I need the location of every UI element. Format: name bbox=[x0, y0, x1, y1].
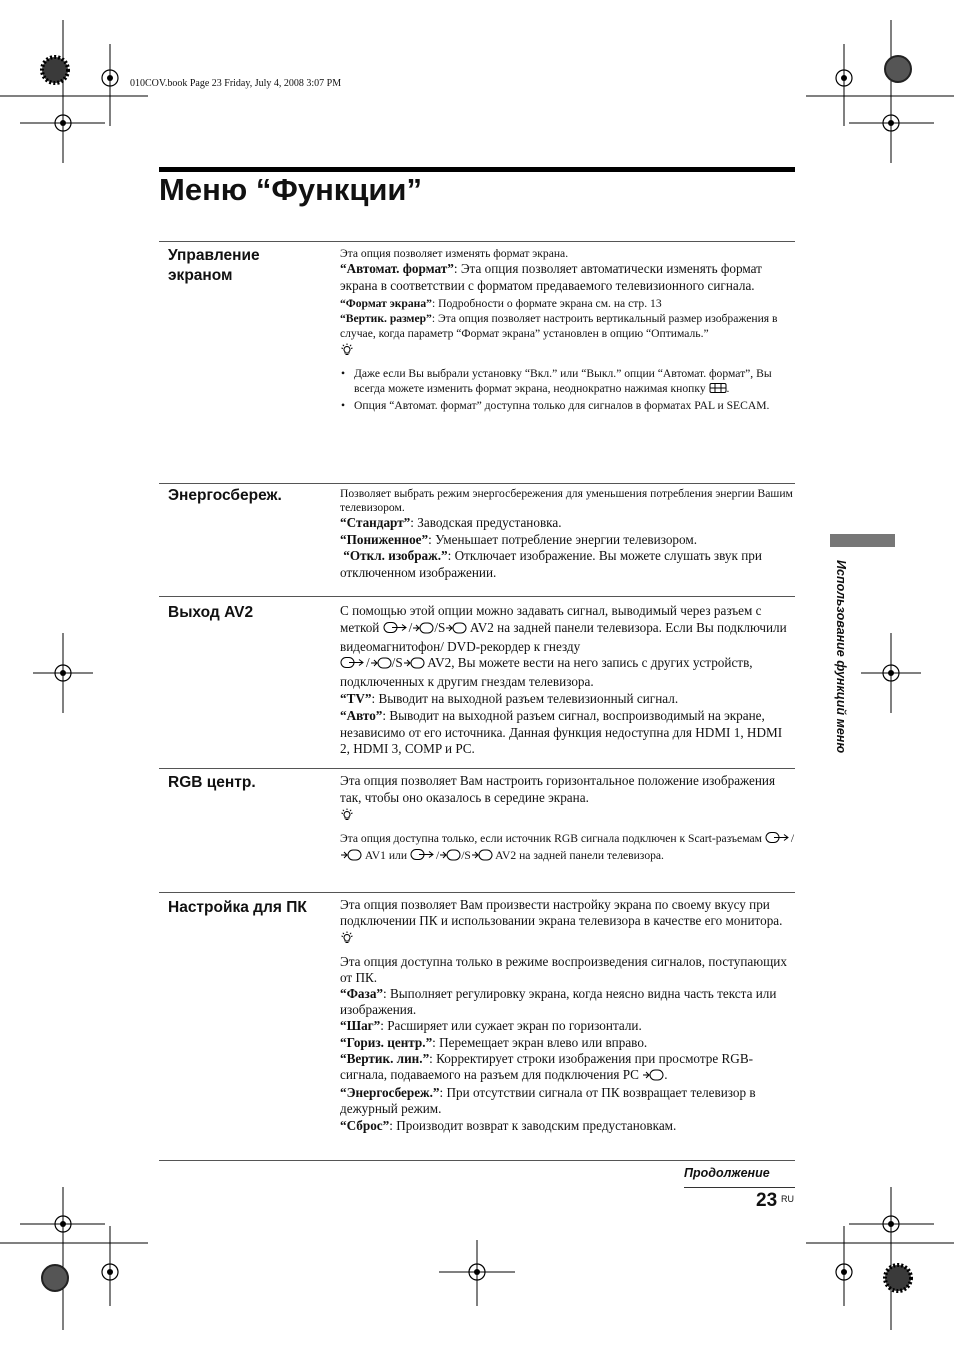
rgb-sep-2: / bbox=[435, 849, 440, 862]
term-energy-pc: “Энергосбереж.” bbox=[340, 1085, 440, 1101]
text-screen-format: : Подробности о формате экрана см. на стр. 13 bbox=[431, 297, 662, 310]
label-pc-settings: Настройка для ПК bbox=[168, 899, 307, 916]
video-out-icon bbox=[412, 622, 434, 639]
av2-sep-2: /S bbox=[434, 619, 446, 635]
desc-screen-control bbox=[340, 246, 795, 413]
s-video-out-icon bbox=[445, 622, 467, 639]
row-divider bbox=[159, 1160, 795, 1161]
label-energy-saving: Энергосбереж. bbox=[168, 487, 282, 504]
av2-p1c: AV2, Вы можете вести на него запись с других устройств, подключенных к другим гнездам телевизора. bbox=[340, 655, 753, 690]
list-item: • Опция “Автомат. формат” доступна только для сигналов в форматах PAL и SECAM. bbox=[354, 398, 795, 413]
continued-label: Продолжение bbox=[684, 1166, 770, 1180]
desc-rgb-center bbox=[340, 773, 795, 866]
bullet-auto-format-end: . bbox=[726, 381, 730, 395]
tip-icon bbox=[340, 808, 795, 827]
text-vertical-size: : Эта опция позволяет настроить вертикальный размер изображения в случае, когда параметр “Формат экрана” установлен в опцию “Оптималь.” bbox=[340, 312, 778, 340]
label-screen-control: Управление экраном bbox=[168, 247, 260, 284]
text-phase: : Выполняет регулировку экрана, когда неясно видна часть текста или изображения. bbox=[340, 986, 777, 1018]
av2-p1b: AV2 на задней панели телевизора. Если Вы подключили видеомагнитофон/ DVD-рекордер к гнезду bbox=[340, 619, 787, 654]
text-v-line: : Корректирует строки изображения при просмотре RGB-сигнала, подаваемого на разъем для подключения PC bbox=[340, 1050, 754, 1083]
page-language: RU bbox=[781, 1194, 794, 1204]
tip-icon bbox=[340, 931, 795, 949]
term-pitch: “Шаг” bbox=[340, 1018, 381, 1034]
scart-io-icon bbox=[340, 656, 366, 674]
book-info-header: 010COV.book Page 23 Friday, July 4, 2008 3:07 PM bbox=[130, 78, 342, 89]
scart-io-icon bbox=[410, 848, 436, 866]
rgb-note-c: AV2 на задней панели телевизора. bbox=[495, 849, 664, 862]
term-standard: “Стандарт” bbox=[340, 515, 411, 530]
text-v-line-end: . bbox=[664, 1067, 668, 1083]
rgb-sep-3: /S bbox=[461, 849, 471, 862]
tip-icon bbox=[340, 343, 795, 362]
s-video-out-icon bbox=[471, 849, 493, 866]
s-video-out-icon bbox=[403, 657, 425, 674]
video-out-icon bbox=[439, 849, 461, 866]
desc-av2-output bbox=[340, 603, 795, 758]
row-divider bbox=[159, 241, 795, 242]
term-reset: “Сброс” bbox=[340, 1117, 390, 1133]
page-number: 23 bbox=[756, 1190, 778, 1211]
rgb-sep-1: / bbox=[790, 831, 795, 845]
label-rgb-center: RGB центр. bbox=[168, 774, 256, 791]
text-auto-format: : Эта опция позволяет автоматически изменять формат экрана в соответствии с форматом предаваемого телевизионного сигнала. bbox=[340, 261, 762, 293]
term-auto: “Авто” bbox=[340, 707, 383, 723]
screen-p1: Эта опция позволяет изменять формат экрана. bbox=[340, 247, 569, 260]
term-picture-off: “Откл. изображ.” bbox=[343, 548, 448, 563]
energy-p1: Позволяет выбрать режим энергосбережения для уменьшения потребления энергии Вашим телевизором. bbox=[340, 487, 793, 514]
term-screen-format: “Формат экрана” bbox=[340, 297, 432, 310]
pc-p1: Эта опция позволяет Вам произвести настройку экрана по своему вкусу при подключении ПК и использовании экрана телевизора в качестве его монитора. bbox=[340, 897, 783, 929]
text-h-center: : Перемещает экран влево или вправо. bbox=[432, 1034, 648, 1050]
wide-mode-icon bbox=[709, 382, 727, 398]
term-tv: “TV” bbox=[340, 690, 372, 706]
text-standard: : Заводская предустановка. bbox=[410, 515, 562, 530]
text-picture-off: : Отключает изображение. Вы можете слушать звук при отключенном изображении. bbox=[340, 548, 762, 580]
term-h-center: “Гориз. центр.” bbox=[340, 1034, 433, 1050]
label-av2-output: Выход AV2 bbox=[168, 604, 254, 621]
desc-pc-settings bbox=[340, 897, 795, 1134]
list-item bbox=[354, 366, 795, 398]
term-reduced: “Пониженное” bbox=[340, 531, 429, 547]
text-auto: : Выводит на выходной разъем сигнал, воспроизводимый на экране, независимо от его источника. Данная функция недоступна для HDMI 1, HDMI 2, HDMI 3, COMP и PC. bbox=[340, 707, 783, 757]
rgb-note-b: AV1 или bbox=[364, 849, 408, 862]
rgb-p1: Эта опция позволяет Вам настроить горизонтальное положение изображения так, чтобы оно оказалось в середине экрана. bbox=[340, 773, 776, 805]
av2-p1a: С помощью этой опции можно задавать сигнал, выводимый через разъем с меткой bbox=[340, 603, 762, 635]
side-section-title bbox=[822, 560, 858, 790]
text-energy-pc: : При отсутствии сигнала от ПК возвращает телевизор в дежурный режим. bbox=[340, 1085, 756, 1117]
video-out-icon bbox=[370, 657, 392, 674]
bullet-auto-format: Даже если Вы выбрали установку “Вкл.” или “Выкл.” опции “Автомат. формат”, Вы всегда можете изменить формат экрана, неоднократно нажимая кнопку bbox=[354, 366, 772, 395]
row-divider bbox=[159, 596, 795, 597]
term-v-line: “Вертик. лин.” bbox=[340, 1050, 430, 1066]
term-auto-format: “Автомат. формат” bbox=[340, 261, 454, 276]
text-pitch: : Расширяет или сужает экран по горизонтали. bbox=[380, 1018, 642, 1034]
av2-sep-4: /S bbox=[391, 655, 403, 671]
text-reset: : Производит возврат к заводским предустановкам. bbox=[389, 1117, 677, 1133]
scart-io-icon bbox=[765, 831, 791, 849]
pc-input-icon bbox=[642, 1069, 664, 1085]
footer-rule bbox=[684, 1187, 795, 1188]
row-divider bbox=[159, 892, 795, 893]
row-divider bbox=[159, 768, 795, 769]
term-phase: “Фаза” bbox=[340, 986, 384, 1002]
video-out-icon bbox=[340, 849, 362, 866]
text-tv: : Выводит на выходной разъем телевизионный сигнал. bbox=[371, 690, 679, 706]
section-tab-marker bbox=[830, 534, 895, 547]
row-divider bbox=[159, 483, 795, 484]
av2-sep-3: / bbox=[366, 655, 370, 671]
av2-sep-1: / bbox=[408, 619, 413, 635]
rgb-note-a: Эта опция доступна только, если источник RGB сигнала подключен к Scart-разъемам bbox=[340, 831, 762, 845]
side-section-label: Использование функций меню bbox=[834, 560, 848, 754]
pc-p2: Эта опция доступна только в режиме воспроизведения сигналов, поступающих от ПК. bbox=[340, 953, 787, 985]
desc-energy-saving bbox=[340, 487, 795, 581]
scart-io-icon bbox=[383, 621, 409, 639]
term-vertical-size: “Вертик. размер” bbox=[340, 312, 432, 325]
text-reduced: : Уменьшает потребление энергии телевизором. bbox=[428, 531, 698, 547]
page-title: Меню “Функции” bbox=[159, 172, 422, 207]
